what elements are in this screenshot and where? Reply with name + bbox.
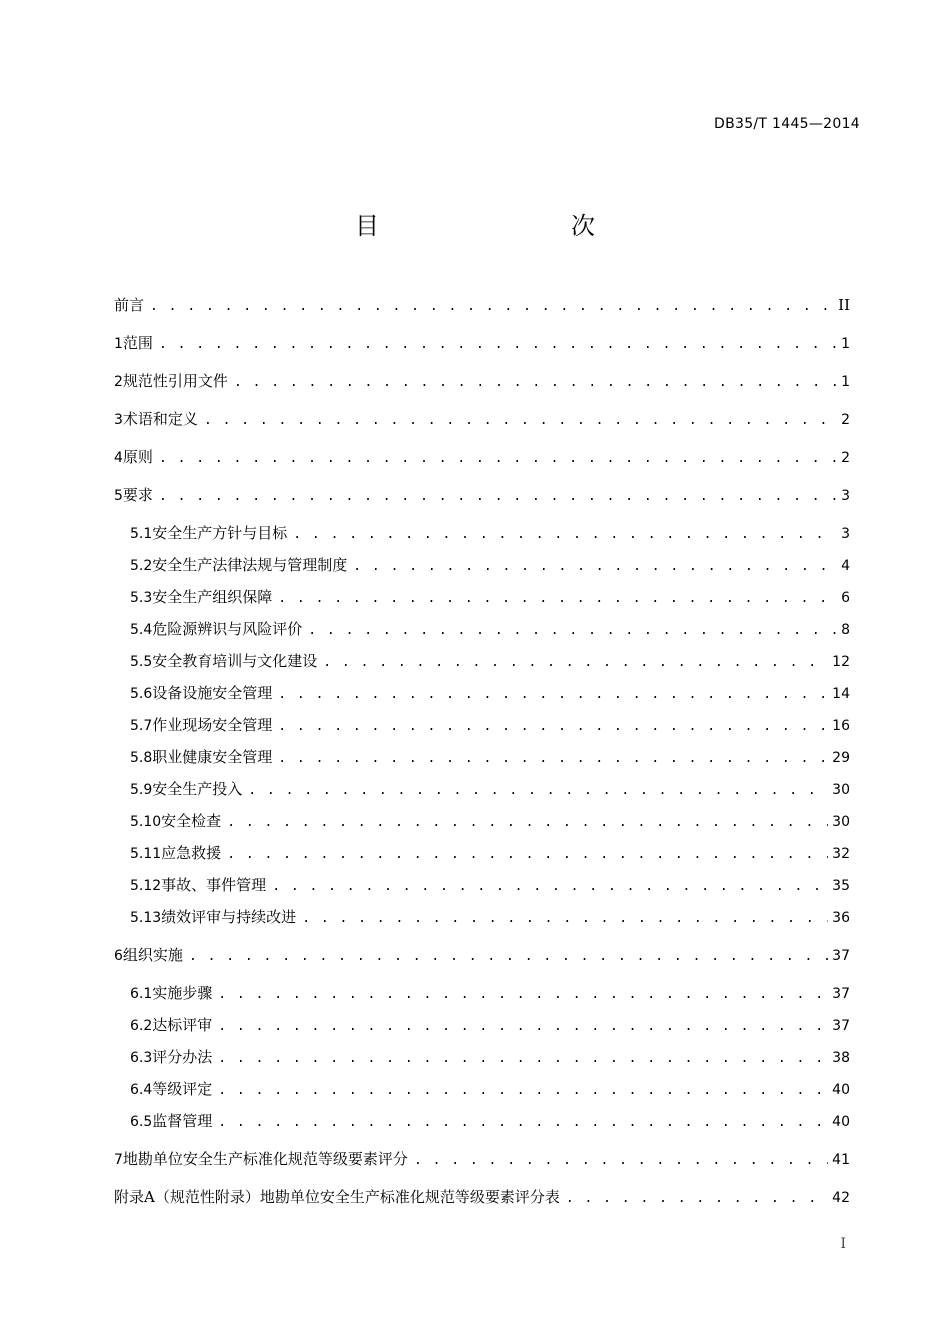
- toc-dot-leader: [218, 985, 828, 1005]
- document-code: DB35/T 1445—2014: [714, 116, 860, 132]
- toc-entry-number: 5.2: [130, 558, 153, 574]
- toc-entry-label: 安全生产投入: [152, 780, 243, 798]
- toc-entry-number: 5.5: [130, 654, 153, 670]
- toc-dot-leader: [218, 1049, 828, 1069]
- toc-entry-label: 作业现场安全管理: [152, 716, 273, 734]
- toc-entry-label: 术语和定义: [122, 410, 198, 428]
- toc-entry-label: 要求: [122, 486, 153, 504]
- toc-entry-5-7[interactable]: [130, 715, 850, 735]
- toc-dot-leader: [218, 1113, 828, 1133]
- toc-entry-label: 绩效评审与持续改进: [161, 908, 297, 926]
- toc-entry-label: 安全教育培训与文化建设: [152, 652, 318, 670]
- toc-entry-page: 42: [832, 1190, 850, 1206]
- toc-dot-leader: [159, 449, 837, 469]
- toc-entry-label: 安全生产法律法规与管理制度: [152, 556, 348, 574]
- toc-entry-number: 6.3: [130, 1050, 153, 1066]
- toc-entry-page: 4: [841, 558, 850, 574]
- toc-entry-5-2[interactable]: [130, 555, 850, 575]
- toc-entry-label: 组织实施: [122, 946, 183, 964]
- toc-entry-page: 14: [832, 686, 850, 702]
- toc-dot-leader: [218, 1017, 828, 1037]
- toc-entry-number: 1: [114, 336, 123, 352]
- toc-entry-label: 安全生产组织保障: [152, 588, 273, 606]
- toc-entry-page: 37: [832, 986, 850, 1002]
- toc-dot-leader: [323, 653, 828, 673]
- toc-dot-leader: [278, 717, 828, 737]
- toc-entry-page: 38: [832, 1050, 850, 1066]
- toc-entry-number: 2: [114, 374, 123, 390]
- toc-entry-label: 达标评审: [152, 1016, 213, 1034]
- toc-dot-leader: [302, 909, 828, 929]
- toc-dot-leader: [159, 487, 837, 507]
- toc-entry-number: 7: [114, 1152, 123, 1168]
- toc-entry-page: 3: [841, 526, 850, 542]
- toc-entry-number: 5.13: [130, 910, 162, 926]
- toc-entry-label: 事故、事件管理: [161, 876, 267, 894]
- toc-entry-5-5[interactable]: [130, 651, 850, 671]
- toc-entry-label: 原则: [122, 448, 153, 466]
- toc-entry-label: 范围: [122, 334, 153, 352]
- toc-entry-label: 安全生产方针与目标: [152, 524, 288, 542]
- toc-dot-leader: [353, 557, 837, 577]
- toc-entry-number: 5.9: [130, 782, 153, 798]
- toc-entry-5-12[interactable]: [130, 875, 850, 895]
- toc-entry-label: 地勘单位安全生产标准化规范等级要素评分: [122, 1150, 408, 1168]
- toc-title: 目 次: [355, 212, 643, 240]
- toc-dot-leader: [218, 1081, 828, 1101]
- toc-entry-number: 6.5: [130, 1114, 153, 1130]
- toc-entry-page: 36: [832, 910, 850, 926]
- toc-entry-5-4[interactable]: [130, 619, 850, 639]
- toc-entry-6-4[interactable]: [130, 1079, 850, 1099]
- toc-entry-number: 5.3: [130, 590, 153, 606]
- toc-entry-7[interactable]: [114, 1149, 850, 1169]
- toc-dot-leader: [227, 813, 828, 833]
- toc-entry-number: 5.12: [130, 878, 162, 894]
- toc-entry-number: 6: [114, 948, 123, 964]
- toc-entry-3[interactable]: [114, 409, 850, 429]
- toc-entry-5-9[interactable]: [130, 779, 850, 799]
- toc-entry-page: 32: [832, 846, 850, 862]
- toc-entry-number: 4: [114, 450, 123, 466]
- toc-dot-leader: [414, 1151, 828, 1171]
- toc-entry-page: 41: [832, 1152, 850, 1168]
- toc-entry-number: 6.1: [130, 986, 153, 1002]
- toc-dot-leader: [272, 877, 828, 897]
- toc-entry-4[interactable]: [114, 447, 850, 467]
- toc-dot-leader: [278, 749, 828, 769]
- toc-entry-page: 2: [841, 450, 850, 466]
- toc-entry-number: 5.8: [130, 750, 153, 766]
- toc-entry-number: 6.2: [130, 1018, 153, 1034]
- toc-entry-number: 5: [114, 488, 123, 504]
- toc-entry-page: 30: [832, 782, 850, 798]
- toc-entry-appendix-a[interactable]: [114, 1187, 850, 1207]
- toc-entry-5-13[interactable]: [130, 907, 850, 927]
- toc-entry-page: 29: [832, 750, 850, 766]
- toc-dot-leader: [189, 947, 828, 967]
- toc-entry-5-6[interactable]: [130, 683, 850, 703]
- toc-dot-leader: [227, 845, 828, 865]
- toc-entry-label: 监督管理: [152, 1112, 213, 1130]
- toc-entry-page: 37: [832, 948, 850, 964]
- toc-entry-number: 6.4: [130, 1082, 153, 1098]
- toc-entry-page: 40: [832, 1114, 850, 1130]
- toc-entry-label: 等级评定: [152, 1080, 213, 1098]
- toc-entry-page: 40: [832, 1082, 850, 1098]
- toc-entry-page: 3: [841, 488, 850, 504]
- toc-entry-page: 12: [832, 654, 850, 670]
- toc-entry-page: 2: [841, 412, 850, 428]
- toc-entry-label: 职业健康安全管理: [152, 748, 273, 766]
- toc-entry-number: 5.4: [130, 622, 153, 638]
- toc-entry-label: 危险源辨识与风险评价: [152, 620, 303, 638]
- toc-dot-leader: [278, 685, 828, 705]
- toc-entry-label: 应急救援: [161, 844, 222, 862]
- toc-entry-page: 30: [832, 814, 850, 830]
- toc-entry-number: 5.6: [130, 686, 153, 702]
- toc-entry-5-10[interactable]: [130, 811, 850, 831]
- toc-entry-label: 安全检查: [161, 812, 222, 830]
- toc-entry-6-2[interactable]: [130, 1015, 850, 1035]
- toc-entry-5-1[interactable]: [130, 523, 850, 543]
- toc-entry-6[interactable]: [114, 945, 850, 965]
- toc-entry-5-3[interactable]: [130, 587, 850, 607]
- toc-entry-label: 实施步骤: [152, 984, 213, 1002]
- toc-entry-page: 35: [832, 878, 850, 894]
- toc-dot-leader: [159, 335, 837, 355]
- toc-entry-page: 37: [832, 1018, 850, 1034]
- toc-entry-6-1[interactable]: [130, 983, 850, 1003]
- toc-entry-5-11[interactable]: [130, 843, 850, 863]
- toc-entry-number: 5.1: [130, 526, 153, 542]
- toc-entry-number: 5.11: [130, 846, 162, 862]
- toc-entry-number: 5.7: [130, 718, 153, 734]
- toc-entry-6-5[interactable]: [130, 1111, 850, 1131]
- toc-dot-leader: [248, 781, 828, 801]
- toc-entry-label: 规范性引用文件: [122, 372, 228, 390]
- toc-entry-label: 设备设施安全管理: [152, 684, 273, 702]
- toc-entry-page: 6: [841, 590, 850, 606]
- toc-entry-page: 8: [841, 622, 850, 638]
- toc-entry-5[interactable]: [114, 485, 850, 505]
- page-number: I: [840, 1236, 846, 1252]
- toc-entry-2[interactable]: [114, 371, 850, 391]
- toc-dot-leader: [566, 1189, 828, 1209]
- toc-entry-page: 1: [841, 374, 850, 390]
- toc-entry-label: 前言: [114, 296, 145, 314]
- toc-entry-number: 5.10: [130, 814, 162, 830]
- toc-dot-leader: [234, 373, 837, 393]
- toc-entry-page: II: [838, 296, 850, 314]
- toc-entry-number: 3: [114, 412, 123, 428]
- toc-entry-page: 16: [832, 718, 850, 734]
- toc-dot-leader: [150, 297, 834, 317]
- toc-dot-leader: [293, 525, 837, 545]
- toc-entry-6-3[interactable]: [130, 1047, 850, 1067]
- toc-entry-page: 1: [841, 336, 850, 352]
- toc-dot-leader: [308, 621, 837, 641]
- toc-entry-5-8[interactable]: [130, 747, 850, 767]
- toc-dot-leader: [278, 589, 837, 609]
- toc-entry-preface[interactable]: [114, 295, 850, 315]
- toc-entry-label: 附录A（规范性附录）地勘单位安全生产标准化规范等级要素评分表: [114, 1188, 560, 1206]
- toc-dot-leader: [204, 411, 837, 431]
- toc-entry-label: 评分办法: [152, 1048, 213, 1066]
- toc-entry-1[interactable]: [114, 333, 850, 353]
